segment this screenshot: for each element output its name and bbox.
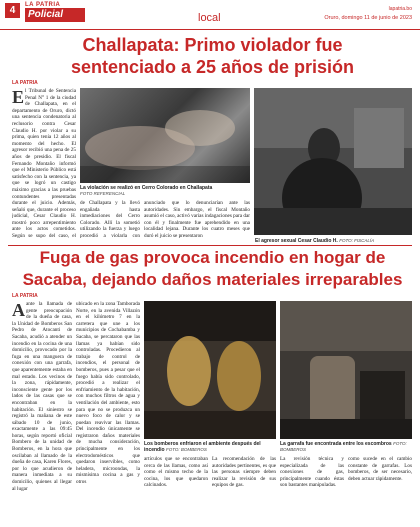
story2-photo2-caption: La garrafa fue encontrada entre los escombros FOTO: BOMBEROS — [280, 441, 407, 452]
site-url: lapatria.bo — [388, 6, 412, 12]
story1-column-2: de Challapata y la llevó engañada hasta inmediaciones del Cerro Colorado. Allí la sometió utilizando la fuerza y luego procedió a violarla con — [80, 200, 140, 239]
story2-column-5: La revisión técnica y especializada de las conexiones de gas, principalmente cuando éstas son bastantes manipuladas. — [280, 456, 344, 489]
story-divider — [8, 245, 412, 246]
story2-headline: Fuga de gas provoca incendio en hogar de Sacaba, dejando daños materiales irreparables — [22, 248, 403, 289]
story1-column-3: anunciado que lo denunciarían ante las autoridades. Sin embargo, el fiscal Montaño asumió el caso, activó varias indagaciones para dar con él y finalmente fue aprehendido en una localidad lejana. Durante los cuatro meses que duró el juicio se presentaron — [144, 200, 250, 239]
page-header — [0, 0, 420, 30]
story2-column-4: La recomendación de las autoridades pertinentes, es que las personas siempre deben realizar la revisión de sus equipos de gas. — [212, 456, 276, 489]
story2-column-2: ubicado en la zona Tamborada Norte, en la avenida Villazón en el kilómetro 7 en la carretera que une a los municipios de Cochabamba y Sacaba, se percataron que las llamas ya habían sido controladas. Procedieron al trabajo de control de incendios, el personal de bomberos, pues a pesar que el fuego había sido controlado, procedió a realizar el enfriamiento de la habitación, con muchos filtros de agua y ventilación del ambiente, esto para que no se produzca un nuevo foco de calor y se puedan reavivar las llamas. Del incendio únicamente se registraron daños materiales de mucha consideración, principalmente en los electrodomésticos que quedaron inservibles, como heladera, microondas, la mismísima cocina a gas y otros — [76, 301, 140, 486]
brand-logo-top: LA PATRIA — [25, 2, 61, 8]
story2-photo1-caption: Los bomberos enfriaron el ambiente después del incendio FOTO: BOMBEROS — [144, 441, 261, 453]
story1-headline: Challapata: Primo violador fue sentenciado a 25 años de prisión — [70, 35, 355, 77]
story2-photo-firefighters — [144, 301, 276, 439]
page-number: 4 — [5, 3, 20, 18]
story2-dropcap: A — [12, 301, 25, 320]
section-name: local — [198, 12, 221, 24]
story1-photo-accused — [254, 88, 412, 235]
story1-source-label: LA PATRIA — [12, 80, 38, 86]
story1-photo1-caption: La violación se realizó en Cerro Colorado en Challapata FOTO REFERENCIAL — [80, 185, 213, 196]
story2-column-1: Aante la llamada de gente preocupación de la dueña de casa, la Unidad de Bomberos San Pedro de Atocanti de Sacaba, acudió a atender un incendio en la cocina de una domicilio, provocado por la fuga en una manguera de conexión con una garrafa, que aparentemente estaba en mal estado. Los vecinos de la zona, rápidamente, inconsciente gente por los lados de las casas que se encontraban en la habitación. El siniestro se registró la mañana de este sábado 10 de junio, exactamente a las 09:45 horas, según reportó oficial Bombero de la unidad de Bomberos, en la hora que oscilaban al llamado de la dueña de casa, Karen Flores, por lo que acudieron de manera inmediata a su domicilio, quienes al llegar al lugar — [12, 301, 72, 492]
story1-photo2-caption: El agresor sexual Cesar Claudio H. FOTO: FISCALÍA — [255, 238, 375, 244]
story2-column-6: como sucede en el cambio constante de garrafas. Los bomberos, de ser necesario, deben actuar rápidamente. — [348, 456, 412, 482]
brand-logo-section: Policial — [25, 8, 85, 22]
story1-photo-hand-on-arm — [80, 88, 250, 183]
issue-date: Oruro, domingo 11 de junio de 2023 — [324, 15, 412, 21]
story2-photo-gas-cylinder — [280, 301, 412, 439]
story1-dropcap: E — [12, 88, 25, 107]
story2-column-3: artículos que se encontraban cerca de las llamas, como así como el mismo techo de la cocina, los que quedaron calcinados. — [144, 456, 208, 489]
story2-source-label: LA PATRIA — [12, 293, 38, 299]
story1-column-1: El Tribunal de Sentencia Penal N° 1 de la ciudad de Challapata, en el departamento de Oruro, dictó una sentencia condenatoria al reclusorio contra Cesar Claudio H. por violar a su prima, quien tenía 12 años al momento del hecho. El agresor recibió una pena de 25 años de presidio. El fiscal Fernando Montaño informó que el Ministerio Público está satisfecho con la sentencia, ya que se logró un castigo máximo gracias a las pruebas contundentes presentadas durante el juicio. Además, señaló que, durante el proceso judicial, Cesar Claudio H. mostró poco arrepentimiento ante los actos cometidos. Según se supo del caso, el — [12, 88, 76, 240]
